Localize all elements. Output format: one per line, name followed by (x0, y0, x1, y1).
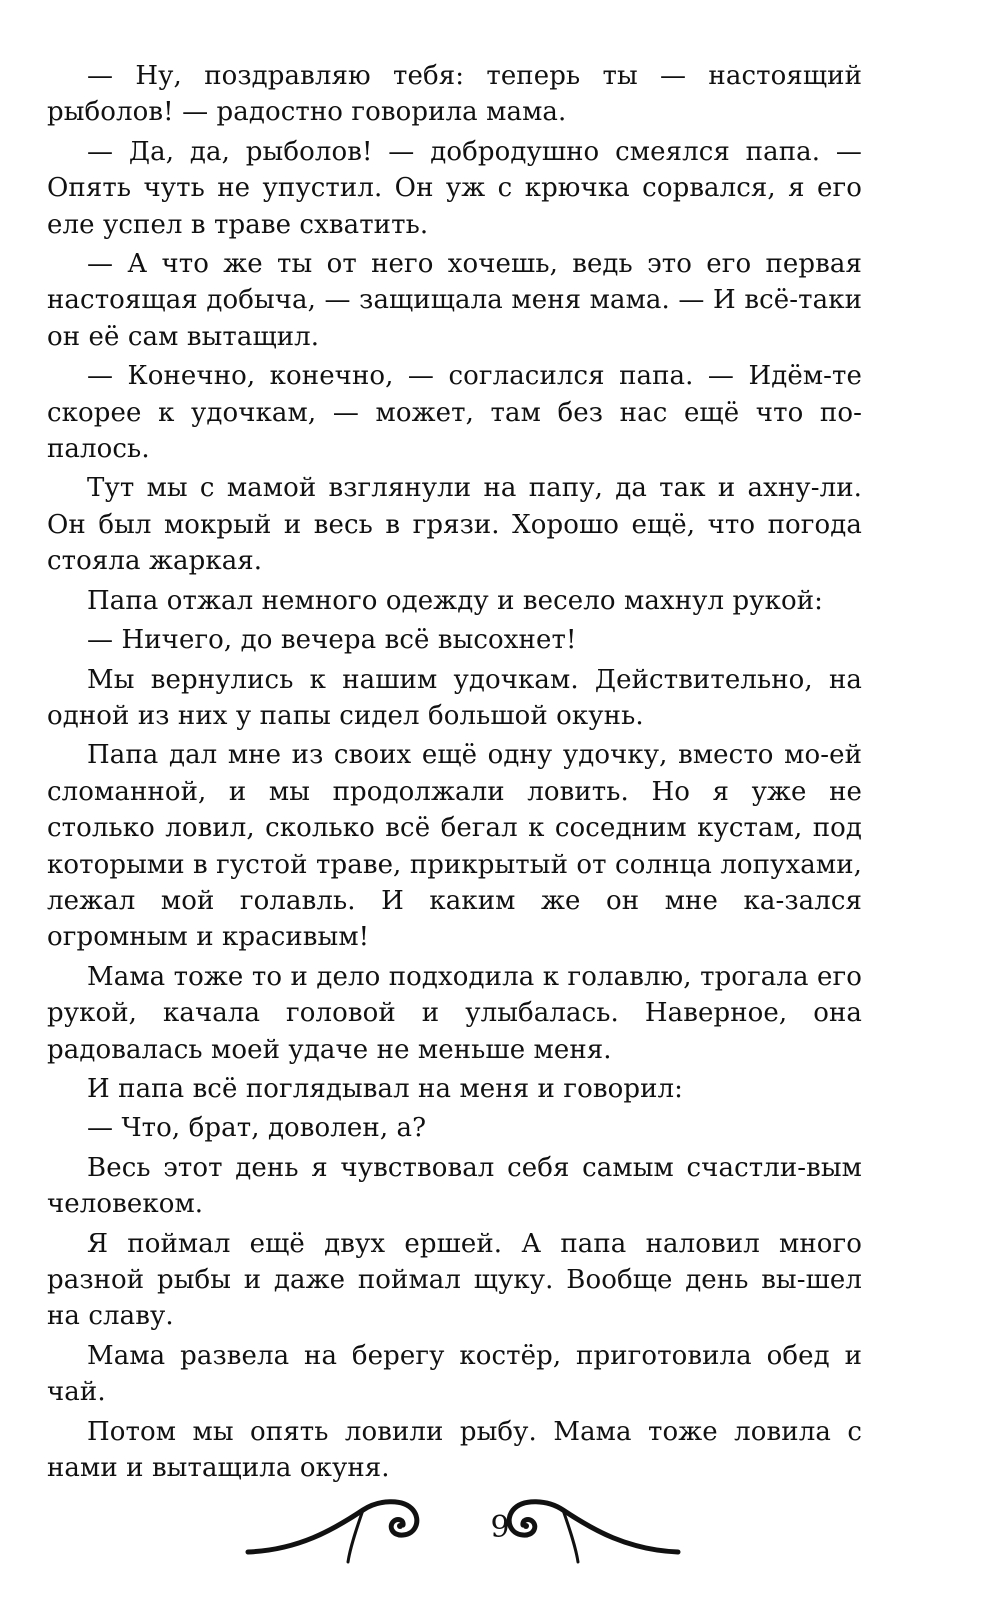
paragraph: Мама тоже то и дело подходила к голавлю, трогала его рукой, качала головой и улыбалась. Наверное, она радовалась моей удаче не меньше меня. (47, 961, 862, 1065)
paragraph: Папа дал мне из своих ещё одну удочку, вместо мо-ей сломанной, и мы продолжали ловить. Но я уже не столько ловил, сколько всё бегал к соседним кустам, под которыми в густой траве, прикрытый от солнца лопухами, лежал мой голавль. И каким же он мне ка-зался огромным и красивым! (47, 740, 862, 953)
paragraph: — Что, брат, доволен, а? (87, 1113, 427, 1144)
paragraph: Папа отжал немного одежду и весело махнул рукой: (87, 585, 824, 616)
paragraph: — Да, да, рыболов! — добродушно смеялся папа. — Опять чуть не упустил. Он уж с крючка сорвался, я его еле успел в траве схватить. (47, 136, 862, 240)
page-number: 9 (490, 1510, 510, 1545)
paragraph: Мама развела на берегу костёр, приготовила обед и чай. (47, 1340, 862, 1408)
paragraph: Потом мы опять ловили рыбу. Мама тоже ловила с нами и вытащила окуня. (47, 1416, 862, 1484)
paragraph: — Конечно, конечно, — согласился папа. — Идём-те скорее к удочкам, — может, там без нас ещё что по-палось. (47, 361, 862, 465)
paragraph: Весь этот день я чувствовал себя самым счастли-вым человеком. (47, 1152, 862, 1220)
paragraph: — А что же ты от него хочешь, ведь это его первая настоящая добыча, — защищала меня мама. — И всё-таки он её сам вытащил. (47, 249, 862, 352)
paragraph: Мы вернулись к нашим удочкам. Действительно, на одной из них у папы сидел большой окунь. (47, 664, 862, 731)
paragraph: Я поймал ещё двух ершей. А папа наловил много разной рыбы и даже поймал щуку. Вообще день вы-шел на славу. (47, 1228, 862, 1332)
paragraph: — Ну, поздравляю тебя: теперь ты — настоящий рыболов! — радостно говорила мама. (47, 61, 862, 128)
book-page-text (47, 58, 862, 1486)
paragraph: И папа всё поглядывал на меня и говорил: (87, 1073, 683, 1104)
paragraph: Тут мы с мамой взглянули на папу, да так и ахну-ли. Он был мокрый и весь в грязи. Хорошо ещё, что погода стояла жаркая. (47, 473, 862, 577)
page-footer (0, 1490, 1000, 1580)
paragraph: — Ничего, до вечера всё высохнет! (87, 625, 577, 656)
scroll-ornament-right-icon (468, 1490, 688, 1580)
